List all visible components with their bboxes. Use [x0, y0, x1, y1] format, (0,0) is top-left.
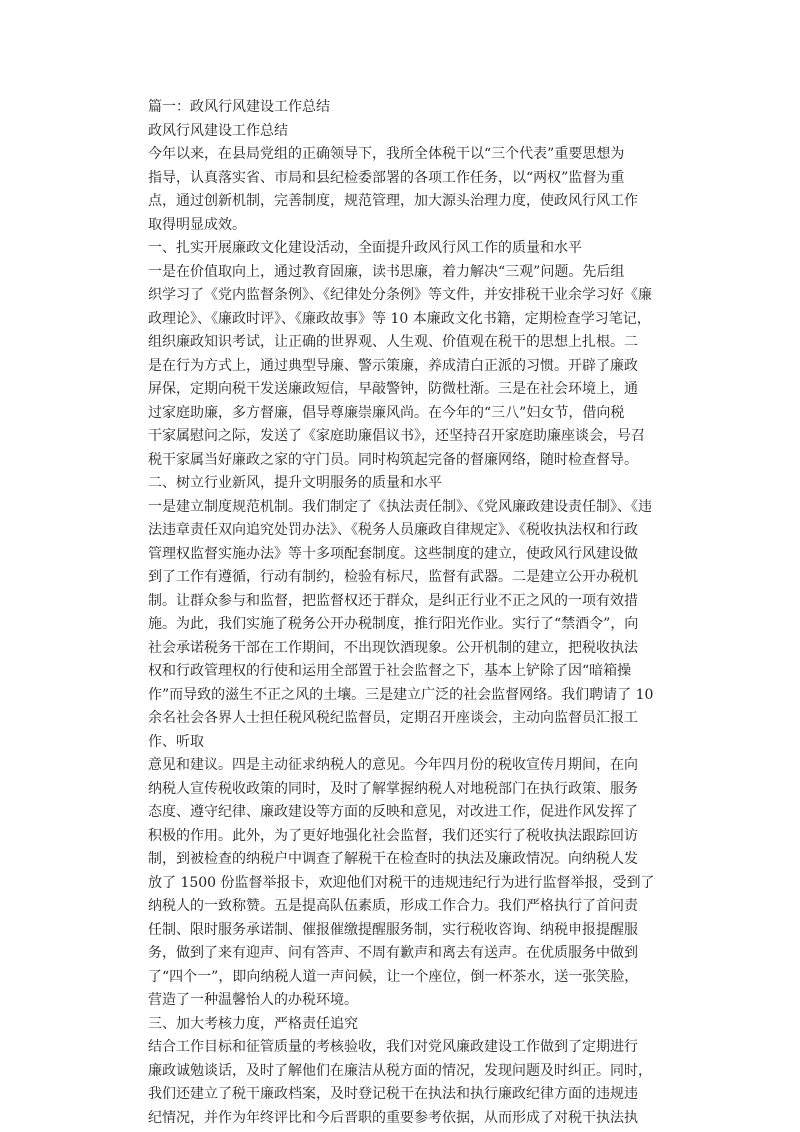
text-line: 态度、遵守纪律、廉政建设等方面的反映和意见，对改进工作，促进作风发挥了: [148, 804, 638, 820]
text-line: 三、加大考核力度，严格责任追究: [148, 1015, 358, 1032]
text-line: 指导，认真落实省、市局和县纪检委部署的各项工作任务，以“两权”监督为重: [148, 169, 625, 186]
text-line: 纳税人的一致称赞。五是提高队伍素质，形成工作合力。我们严格执行了首问责: [148, 898, 638, 914]
text-line: 余名社会各界人士担任税风税纪监督员，定期召开座谈会，主动向监督员汇报工: [148, 710, 638, 726]
text-line: 点，通过创新机制，完善制度，规范管理，加大源头治理力度，使政风行风工作: [148, 193, 638, 209]
text-line: 织学习了《党内监督条例》、《纪律处分条例》等文件，并安排税干业余学习好《廉: [148, 287, 652, 303]
text-line: 放了 1500 份监督举报卡，欢迎他们对税干的违规违纪行为进行监督举报，受到了: [148, 874, 655, 891]
text-line: 任制、限时服务承诺制、催报催缴提醒服务制，实行税收咨询、纳税申报提醒服: [148, 921, 638, 938]
text-line: 过家庭助廉，多方督廉，倡导尊廉崇廉风尚。在今年的“三八”妇女节，借向税: [148, 404, 625, 421]
text-line: 制。让群众参与和监督，把监督权还于群众，是纠正行业不正之风的一项有效措: [148, 592, 638, 609]
text-line: 政风行风建设工作总结: [148, 122, 288, 139]
text-line: 一是建立制度规范机制。我们制定了《执法责任制》、《党风廉政建设责任制》、《违: [148, 498, 652, 515]
text-line: 纳税人宣传税收政策的同时，及时了解掌握纳税人对地税部门在执行政策、服务: [148, 780, 638, 797]
text-line: 制，到被检查的纳税户中调查了解税干在检查时的执法及廉政情况。向纳税人发: [148, 851, 638, 867]
text-line: 作”而导致的滋生不正之风的土壤。三是建立广泛的社会监督网络。我们聘请了 10: [148, 686, 654, 703]
text-line: 政理论》、《廉政时评》、《廉政故事》等 10 本廉政文化书籍，定期检查学习笔记，: [148, 310, 651, 327]
text-line: 营造了一种温馨怡人的办税环境。: [148, 992, 358, 1008]
text-line: 积极的作用。此外，为了更好地强化社会监督，我们还实行了税收执法跟踪回访: [148, 827, 638, 844]
text-line: 作、听取: [148, 733, 204, 750]
text-line: 税干家属当好廉政之家的守门员。同时构筑起完备的督廉网络，随时检查督导。: [148, 451, 638, 468]
text-line: 法违章责任双向追究处罚办法》、《税务人员廉政自律规定》、《税收执法权和行政: [148, 522, 638, 538]
text-line: 我们还建立了税干廉政档案，及时登记税干在执法和执行廉政纪律方面的违规违: [148, 1086, 638, 1102]
text-line: 结合工作目标和征管质量的考核验收，我们对党风廉政建设工作做到了定期进行: [148, 1039, 638, 1055]
text-line: 干家属慰问之际，发送了《家庭助廉倡议书》，还坚持召开家庭助廉座谈会，号召: [148, 428, 645, 444]
text-line: 权和行政管理权的行使和运用全部置于社会监督之下，基本上铲除了因“暗箱操: [148, 663, 632, 679]
text-line: 屏保，定期向税干发送廉政短信，早敲警钟，防微杜渐。三是在社会环境上，通: [148, 381, 638, 397]
text-line: 一、扎实开展廉政文化建设活动，全面提升政风行风工作的质量和水平: [148, 240, 582, 256]
text-line: 是在行为方式上，通过典型导廉、警示策廉，养成清白正派的习惯。开辟了廉政: [148, 357, 638, 374]
text-line: 管理权监督实施办法》等十多项配套制度。这些制度的建立，使政风行风建设做: [148, 545, 638, 562]
text-line: 一是在价值取向上，通过教育固廉，读书思廉，着力解决“三观”问题。先后组: [148, 263, 625, 280]
text-line: 意见和建议。四是主动征求纳税人的意见。今年四月份的税收宣传月期间，在向: [148, 757, 638, 773]
text-line: 到了工作有遵循，行动有制约，检验有标尺，监督有武器。二是建立公开办税机: [148, 569, 638, 585]
text-line: 施。为此，我们实施了税务公开办税制度，推行阳光作业。实行了“禁酒令”，向: [148, 616, 639, 632]
text-line: 二、树立行业新风，提升文明服务的质量和水平: [148, 475, 442, 491]
text-line: 廉政诚勉谈话，及时了解他们在廉洁从税方面的情况，发现问题及时纠正。同时，: [148, 1062, 652, 1079]
text-line: 组织廉政知识考试，让正确的世界观、人生观、价值观在税干的思想上扎根。二: [148, 334, 638, 350]
text-line: 社会承诺税务干部在工作期间，不出现饮酒现象。公开机制的建立，把税收执法: [148, 639, 638, 656]
text-line: 今年以来，在县局党组的正确领导下，我所全体税干以“三个代表”重要思想为: [148, 146, 625, 162]
document-body: [148, 96, 658, 1130]
text-line: 了“四个一”，即向纳税人道一声问候，让一个座位，倒一杯茶水，送一张笑脸，: [148, 968, 639, 985]
text-line: 篇一：政风行风建设工作总结: [148, 99, 330, 115]
text-line: 取得明显成效。: [148, 216, 246, 233]
text-line: 纪情况，并作为年终评比和今后晋职的重要参考依据，从而形成了对税干执法执: [148, 1109, 638, 1126]
text-line: 务，做到了来有迎声、问有答声、不周有歉声和离去有送声。在优质服务中做到: [148, 945, 638, 961]
